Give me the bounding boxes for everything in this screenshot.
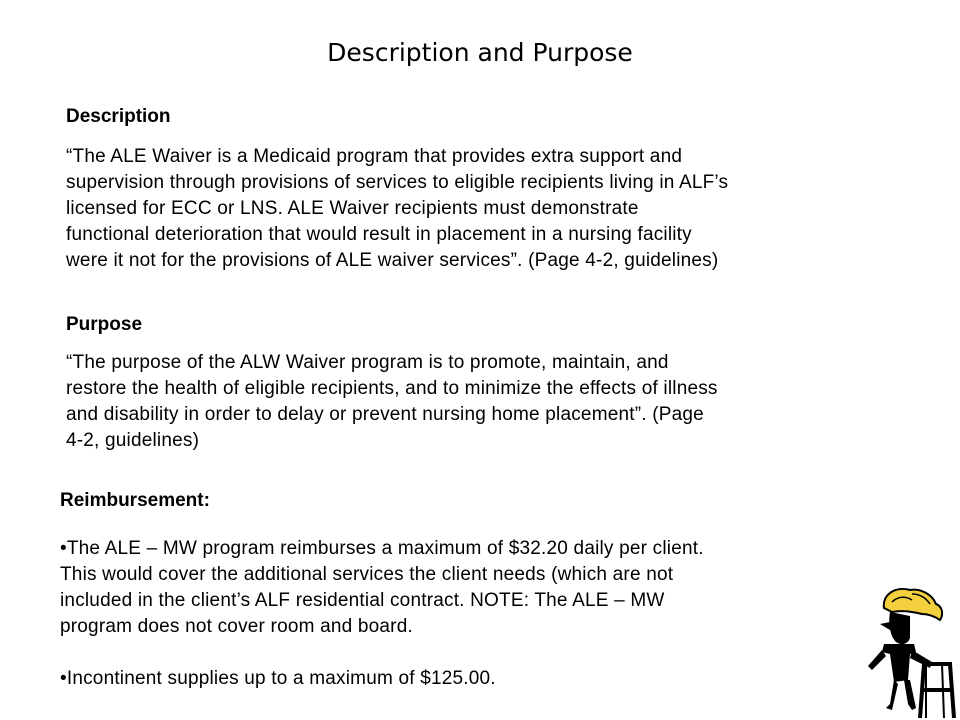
description-line: supervision through provisions of services to eligible recipients living in ALF’s <box>66 172 729 193</box>
reimbursement-bullet-2: •Incontinent supplies up to a maximum of $125.00. <box>60 668 496 689</box>
slide-title: Description and Purpose <box>327 38 633 67</box>
description-line: were it not for the provisions of ALE waiver services”. (Page 4-2, guidelines) <box>66 250 719 271</box>
purpose-text <box>66 350 718 454</box>
description-line: functional deterioration that would result in placement in a nursing facility <box>66 224 692 245</box>
description-line: licensed for ECC or LNS. ALE Waiver recipients must demonstrate <box>66 198 639 219</box>
purpose-line: 4-2, guidelines) <box>66 430 200 451</box>
elderly-person-walker-icon <box>862 580 958 720</box>
purpose-line: “The purpose of the ALW Waiver program is to promote, maintain, and <box>66 352 669 373</box>
purpose-heading: Purpose <box>66 314 143 335</box>
purpose-line: restore the health of eligible recipients, and to minimize the effects of illness <box>66 378 718 399</box>
reimbursement-heading: Reimbursement: <box>60 490 210 511</box>
description-text <box>66 144 728 274</box>
reimbursement-line: This would cover the additional services the client needs (which are not <box>60 564 674 585</box>
reimbursement-line: •The ALE – MW program reimburses a maximum of $32.20 daily per client. <box>60 538 704 559</box>
purpose-line: and disability in order to delay or prevent nursing home placement”. (Page <box>66 404 704 425</box>
description-line: “The ALE Waiver is a Medicaid program that provides extra support and <box>66 146 683 167</box>
reimbursement-line: included in the client’s ALF residential contract. NOTE: The ALE – MW <box>60 590 665 611</box>
reimbursement-bullet-1 <box>60 536 704 640</box>
description-heading: Description <box>66 106 171 127</box>
reimbursement-line: program does not cover room and board. <box>60 616 413 637</box>
